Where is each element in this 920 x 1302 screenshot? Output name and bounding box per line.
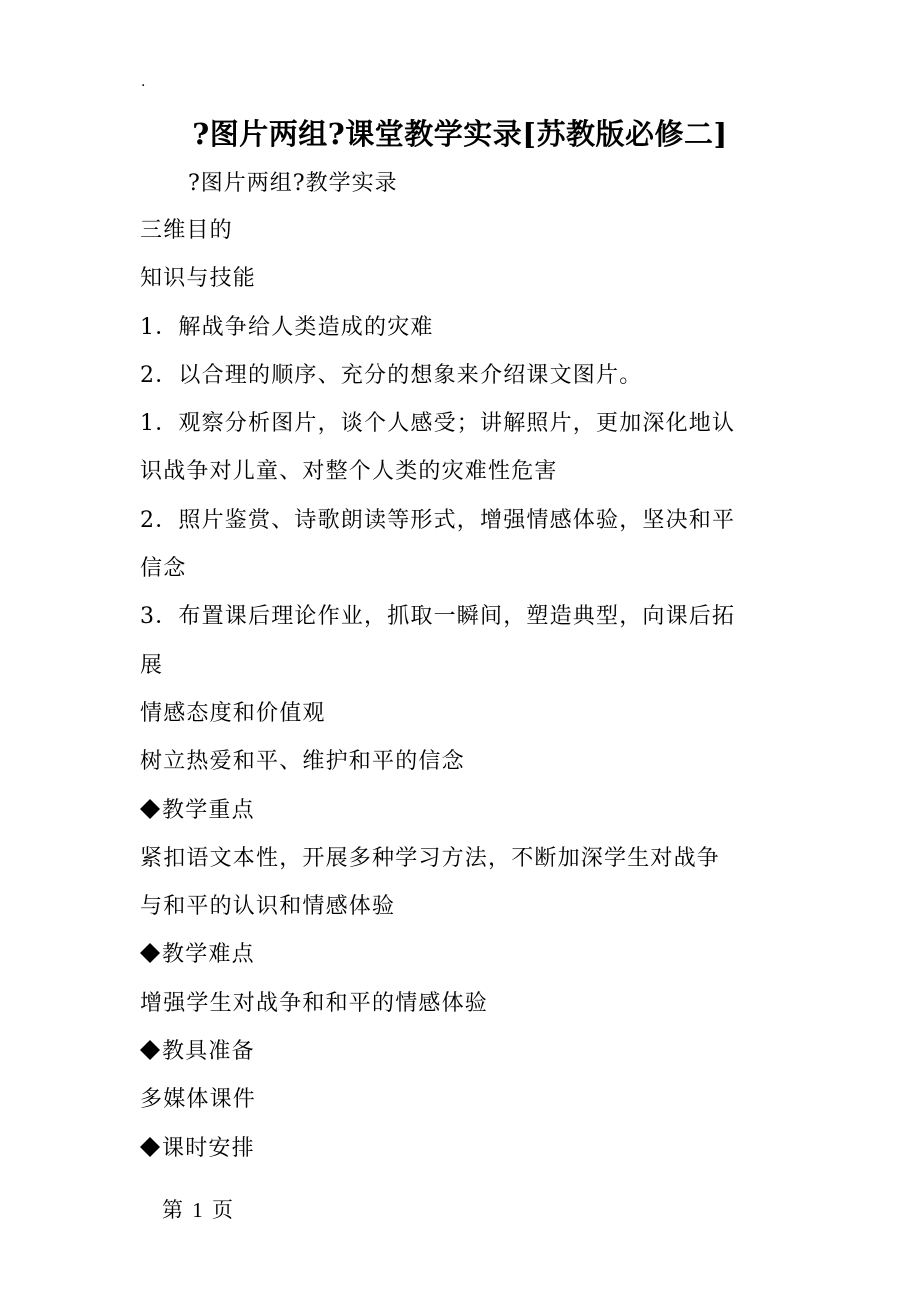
body-line: 3．布置课后理论作业，抓取一瞬间，塑造典型，向课后拓 (140, 604, 736, 630)
body-line: 展 (140, 652, 164, 678)
header-mark: . (141, 74, 146, 90)
body-line: 多媒体课件 (140, 1087, 257, 1113)
document-body (140, 207, 780, 1173)
body-line: 1．解战争给人类造成的灾难 (140, 314, 434, 340)
body-line: 三维目的 (140, 218, 233, 243)
document-subtitle: ?图片两组?教学实录 (188, 171, 398, 196)
diamond-bullet-icon (140, 1040, 160, 1060)
section-heading-teaching-focus: 教学重点 (140, 787, 780, 835)
section-heading-schedule: 课时安排 (140, 1125, 780, 1173)
body-line: 识战争对儿童、对整个人类的灾难性危害 (140, 459, 558, 485)
body-line: 增强学生对战争和和平的情感体验 (140, 990, 489, 1016)
body-line: 情感态度和价值观 (140, 700, 326, 726)
body-line: 知识与技能 (140, 266, 257, 292)
page-number: 第 1 页 (162, 1198, 233, 1222)
diamond-bullet-icon (140, 943, 160, 963)
body-line: 信念 (140, 556, 187, 582)
body-line: 2．照片鉴赏、诗歌朗读等形式，增强情感体验，坚决和平 (140, 507, 736, 533)
body-line: 紧扣语文本性，开展多种学习方法，不断加深学生对战争 (140, 845, 721, 871)
document-title: ?图片两组?课堂教学实录[苏教版必修二] (192, 117, 728, 151)
body-line: 与和平的认识和情感体验 (140, 894, 396, 920)
body-line: 1．观察分析图片，谈个人感受；讲解照片，更加深化地认 (140, 411, 736, 437)
body-line: 2．以合理的顺序、充分的想象来介绍课文图片。 (140, 362, 643, 388)
section-heading-teaching-aids: 教具准备 (140, 1028, 780, 1076)
body-line: 树立热爱和平、维护和平的信念 (140, 749, 465, 775)
section-heading-teaching-difficulty: 教学难点 (140, 931, 780, 979)
diamond-bullet-icon (140, 799, 160, 819)
diamond-bullet-icon (140, 1137, 160, 1157)
